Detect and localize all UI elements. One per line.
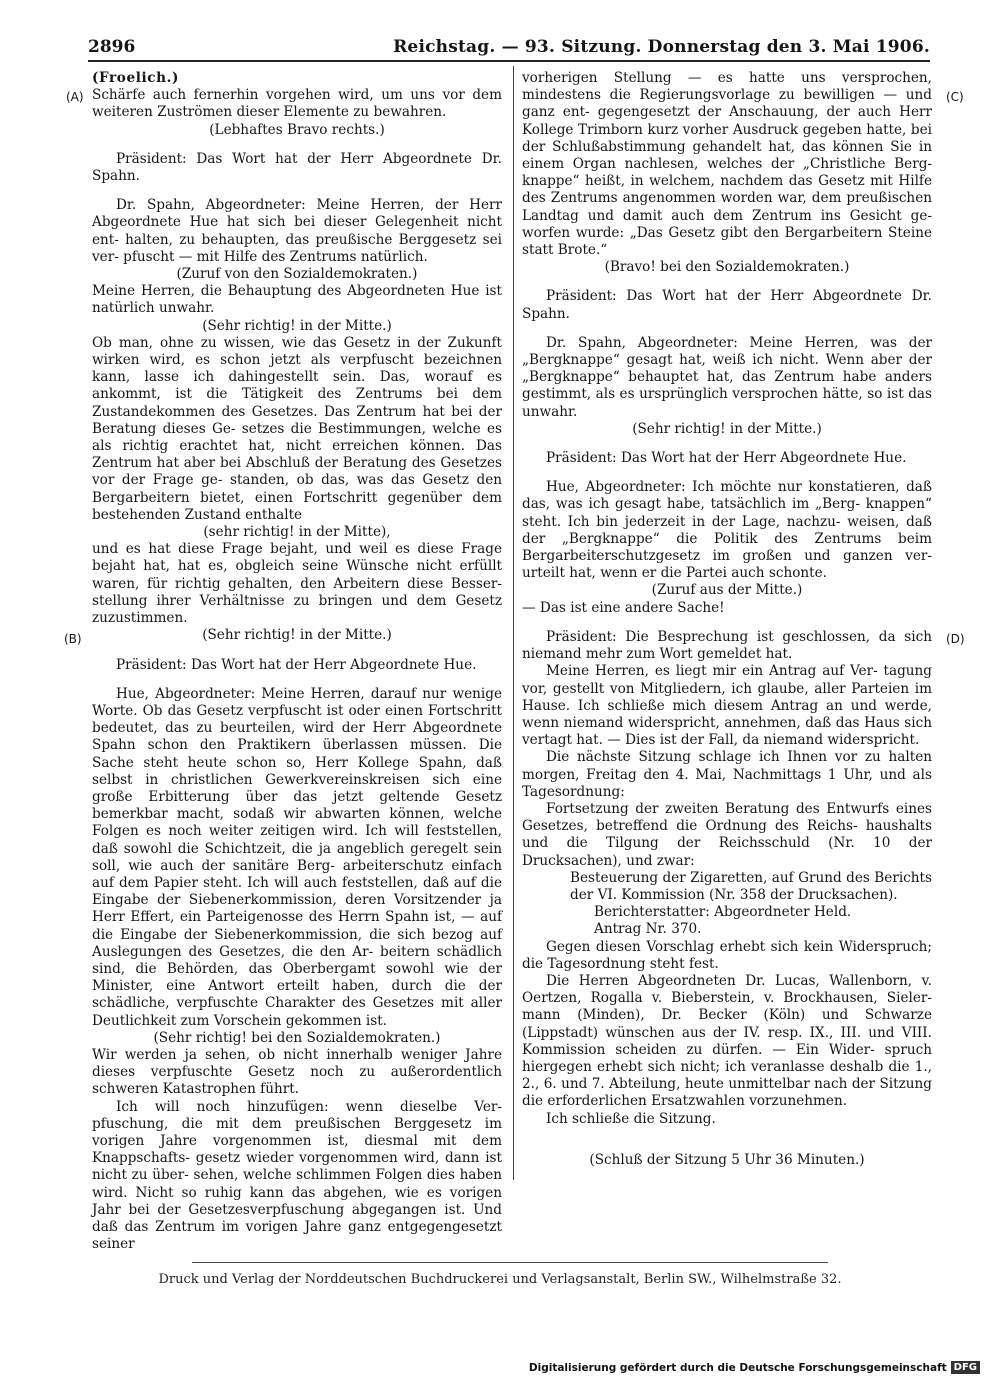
speech-hue: Hue, Abgeordneter: Ich möchte nur konstatieren, daß das, was ich gesagt habe, tatsächlich im „Berg- knappen“ steht. Ich bin jederzeit in der Lage, nachzu- weisen, daß der „Bergknappe“ die Politik des Zentrums beim Bergarbeiterschutzgesetz im großen und ganzen ver- urteilt hat, wenn er die Partei auch schonte.	[522, 479, 932, 582]
funding-note	[529, 1361, 980, 1374]
speech-spahn: Dr. Spahn, Abgeordneter: Meine Herren, der Herr Abgeordnete Hue hat sich bei dieser Gelegenheit nicht ent- halten, zu behaupten, das preußische Berggesetz sei ver- pfuscht — mit Hilfe des Zentrums natürlich.	[92, 197, 502, 265]
paragraph: vorherigen Stellung — es hatte uns versprochen, mindestens die Regierungsvorlage zu bewilligen — und ganz ent- gegengesetzt der Anschauung, der auch Herr Kollege Trimborn kurz vorher Ausdruck gegeben hatte, bei der Schlußabstimmung gehandelt hat, das können Sie in einem Organ nachlesen, welches der „Christliche Berg- knappe“ heißt, in welchem, nachdem das Gesetz mit Hilfe des Zentrums angenommen worden war, dem preußischen Landtag und damit auch dem Zentrum ins Gesicht ge- worfen wurde: „Das Gesetz gibt den Bergarbeitern Steine statt Brote.“	[522, 70, 932, 259]
president-statement: Präsident: Das Wort hat der Herr Abgeordnete Hue.	[116, 656, 477, 673]
interjection: (sehr richtig! in der Mitte),	[203, 524, 391, 541]
running-title: Reichstag. — 93. Sitzung. Donnerstag den 3. Mai 1906.	[393, 37, 930, 57]
paragraph: und es hat diese Frage bejaht, und weil es diese Frage bejaht hat, hat es, obgleich seine Wünsche nicht erfüllt waren, für richtig gehalten, den Arbeitern diese Besser- stellung ihrer Verhältnisse zu bringen und dem Gesetz zuzustimmen.	[92, 541, 502, 627]
agenda-item: Fortsetzung der zweiten Beratung des Entwurfs eines Gesetzes, betreffend die Ordnung des Reichs- haushalts und die Tilgung der Reichsschuld (Nr. 10 der Drucksachen), und zwar:	[522, 800, 932, 869]
paragraph: Gegen diesen Vorschlag erhebt sich kein Widerspruch; die Tagesordnung steht fest.	[522, 938, 932, 972]
footer-rule	[192, 1262, 828, 1263]
paragraph: Ob man, ohne zu wissen, wie das Gesetz in der Zukunft wirken wird, es schon jetzt als verpfuscht bezeichnen kann, lasse ich dahingestellt sein. Das, worauf es ankommt, ist die Tätigkeit des Zentrums bei dem Zustandekommen des Gesetzes. Das Zentrum hat bei der Beratung dieses Ge- setzes die Bestimmungen, welche es als richtig erachtet hat, nicht erreichen können. Das Zentrum hat aber bei Abschluß der Beratung des Gesetzes vor der Frage ge- standen, ob das, was das Gesetz den Bergarbeitern bietet, einen Fortschritt gegenüber dem bestehenden Zustand enthalte	[92, 334, 502, 523]
dfg-logo: DFG	[951, 1361, 980, 1374]
motion: Antrag Nr. 370.	[594, 921, 702, 938]
paragraph: Schärfe auch fernerhin vorgehen wird, um uns vor dem weiteren Zuströmen dieser Elemente zu bewahren.	[92, 87, 502, 121]
president-statement: Präsident: Das Wort hat der Herr Abgeordnete Dr. Spahn.	[92, 150, 502, 185]
interjection: (Lebhaftes Bravo rechts.)	[209, 121, 385, 138]
interjection: (Bravo! bei den Sozialdemokraten.)	[604, 259, 850, 276]
margin-mark-c: (C)	[946, 90, 964, 104]
interjection: (Sehr richtig! bei den Sozialdemokraten.)	[153, 1029, 441, 1046]
rapporteur: Berichterstatter: Abgeordneter Held.	[594, 904, 852, 921]
speech-hue: Hue, Abgeordneter: Meine Herren, darauf nur wenige Worte. Ob das Gesetz verpfuscht ist oder einen Fortschritt bedeutet, das zu beurteilen, wird der Herr Abgeordnete Spahn schon den Praktikern überlassen müssen. Die Sache steht heute schon so, Herr Kollege Spahn, daß selbst in christlichen Gewerkvereinskreisen sich eine große Erbitterung über das jetzt geltende Gesetz bemerkbar macht, sodaß wir abwarten können, welche Folgen es noch weiter zeitigen wird. Ich will feststellen, daß sowohl die Schichtzeit, die ja angeblich geregelt sein soll, wie auch der sanitäre Berg- arbeiterschutz einfach auf dem Papier steht. Ich will auch feststellen, daß auf die Eingabe der Siebenerkommission, deren Vorsitzender ja Herr Effert, ein Parteigenosse des Herrn Spahn ist, — auf die Eingabe der Siebenerkommission, die sich bezog auf Auslegungen des Gesetzes, die den Ar- beitern schädlich sind, die Behörden, das Oberbergamt sowohl wie der Minister, eine Antwort erteilt haben, durch die der schädliche, verpfuschte Charakter des Gesetzes mit aller Deutlichkeit zum Vorschein gekommen ist.	[92, 685, 502, 1029]
president-statement: Präsident: Die Besprechung ist geschlossen, da sich niemand mehr zum Wort gemeldet hat.	[522, 628, 932, 663]
page-header	[88, 36, 930, 62]
paragraph: Meine Herren, die Behauptung des Abgeordneten Hue ist natürlich unwahr.	[92, 283, 502, 317]
session-end: (Schluß der Sitzung 5 Uhr 36 Minuten.)	[589, 1151, 865, 1168]
margin-mark-b: (B)	[64, 632, 82, 646]
funding-text: Digitalisierung gefördert durch die Deutsche Forschungsgemeinschaft	[528, 1361, 947, 1374]
president-statement: Präsident: Das Wort hat der Herr Abgeordnete Dr. Spahn.	[522, 288, 932, 322]
left-column	[92, 70, 502, 1253]
paragraph: — Das ist eine andere Sache!	[522, 599, 725, 616]
right-column	[522, 70, 932, 1169]
speaker-note: (Froelich.)	[92, 70, 179, 86]
imprint: Druck und Verlag der Norddeutschen Buchdruckerei und Verlagsanstalt, Berlin SW., Wilhelmstraße 32.	[158, 1272, 842, 1287]
interjection: (Sehr richtig! in der Mitte.)	[202, 627, 392, 644]
paragraph: Ich will noch hinzufügen: wenn dieselbe Ver- pfuschung, die mit dem preußischen Berggesetz im vorigen Jahre vorgenommen ist, diesmal mit dem Knappschafts- gesetz wieder vorgenommen wird, dann ist nicht zu über- sehen, welche schlimmen Folgen dies haben wird. Nicht so ruhig kann das abgehen, wie es vorigen Jahr bei der Gesetzesverpfuschung abgegangen ist. Und daß das Zentrum im vorigen Jahre ganz entgegengesetzt seiner	[92, 1098, 502, 1253]
speech-spahn: Dr. Spahn, Abgeordneter: Meine Herren, was der „Bergknappe“ gesagt hat, weiß ich nicht. Wenn aber der „Bergknappe“ behauptet hat, das Zentrum habe anders gestimmt, als es ursprünglich versprochen hätte, so ist das unwahr.	[522, 334, 932, 420]
president-statement: Präsident: Das Wort hat der Herr Abgeordnete Hue.	[546, 450, 907, 467]
margin-mark-d: (D)	[946, 632, 965, 646]
paragraph: Die Herren Abgeordneten Dr. Lucas, Wallenborn, v. Oertzen, Rogalla v. Bieberstein, v. Brockhausen, Sieler- mann (Minden), Dr. Becker (Köln) und Schwarze (Lippstadt) wünschen aus der IV. resp. IX., III. und VIII. Kommission scheiden zu dürfen. — Ein Wider- spruch hiergegen erhebt sich nicht; ich veranlasse deshalb die 1., 2., 6. und 7. Abteilung, heute unmittelbar nach der Sitzung die erforderlichen Ersatzwahlen vorzunehmen.	[522, 972, 932, 1110]
paragraph: Meine Herren, es liegt mir ein Antrag auf Ver- tagung vor, gestellt von Mitgliedern, ich glaube, aller Parteien im Hause. Ich schließe mich diesem Antrag an und werde, wenn niemand widerspricht, annehmen, daß das Haus sich vertagt hat. — Dies ist der Fall, da niemand widerspricht.	[522, 663, 932, 749]
margin-mark-a: (A)	[66, 90, 84, 104]
page-number: 2896	[88, 37, 136, 57]
interjection: (Sehr richtig! in der Mitte.)	[202, 317, 392, 334]
interjection: (Zuruf aus der Mitte.)	[651, 582, 803, 599]
interjection: (Sehr richtig! in der Mitte.)	[632, 420, 822, 437]
column-divider	[513, 66, 514, 1180]
agenda-subitem: Besteuerung der Zigaretten, auf Grund des Berichts der VI. Kommission (Nr. 358 der Drucksachen).	[570, 869, 932, 903]
paragraph: Ich schließe die Sitzung.	[546, 1110, 716, 1127]
paragraph: Die nächste Sitzung schlage ich Ihnen vor zu halten morgen, Freitag den 4. Mai, Nachmittags 1 Uhr, und als Tagesordnung:	[522, 749, 932, 800]
paragraph: Wir werden ja sehen, ob nicht innerhalb weniger Jahre dieses verpfuschte Gesetz noch zu außerordentlich schweren Katastrophen führt.	[92, 1046, 502, 1098]
interjection: (Zuruf von den Sozialdemokraten.)	[176, 266, 418, 283]
